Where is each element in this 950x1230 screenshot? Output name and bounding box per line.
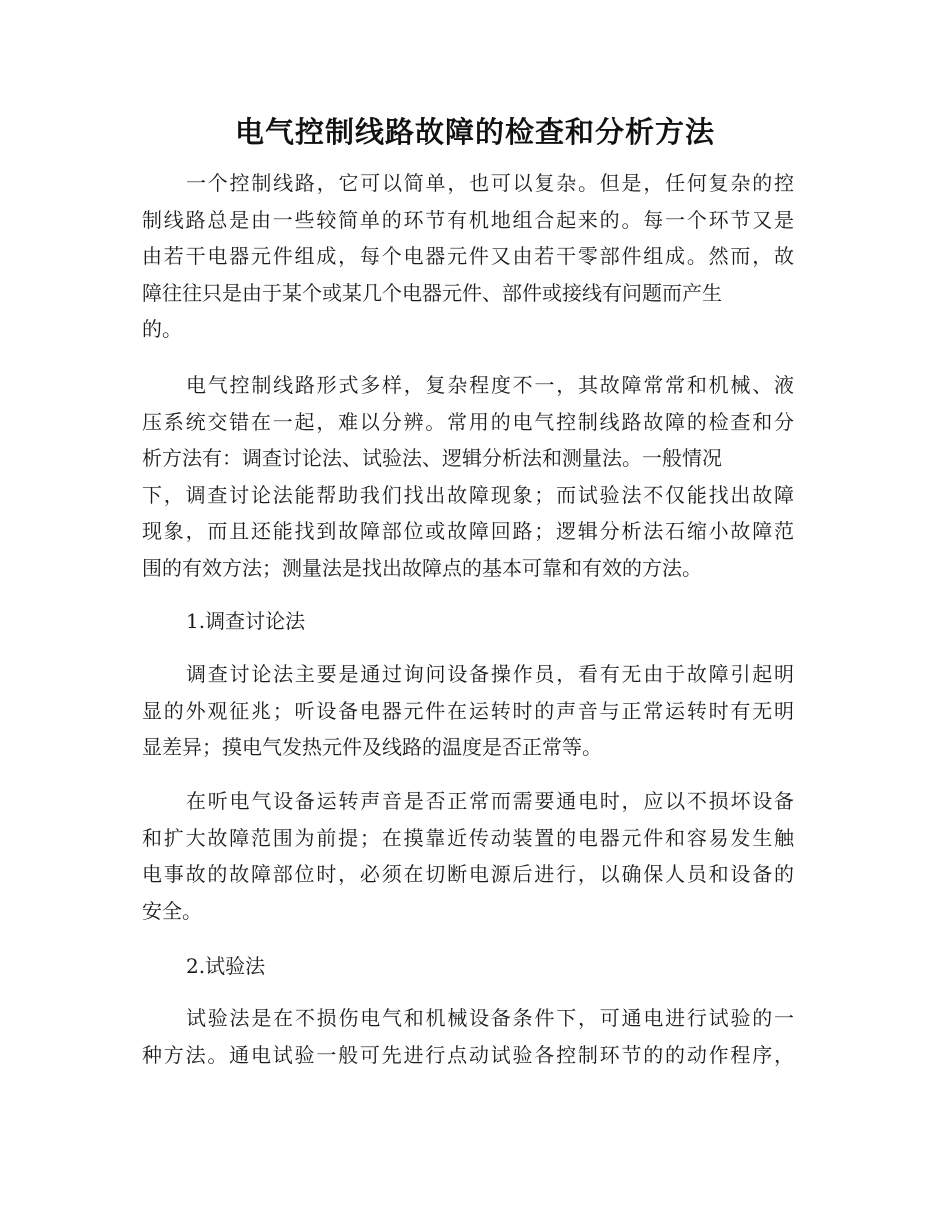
paragraph-2 bbox=[142, 367, 794, 586]
document-title: 电气控制线路故障的检查和分析方法 bbox=[234, 115, 715, 149]
paragraph-line: 现象，而且还能找到故障部位或故障回路；逻辑分析法石缩小故障范 bbox=[142, 519, 794, 543]
paragraph-line: 压系统交错在一起，难以分辨。常用的电气控制线路故障的检查和分 bbox=[142, 409, 794, 434]
paragraph-line: 安全。 bbox=[142, 898, 202, 923]
paragraph-line: 下，调查讨论法能帮助我们找出故障现象；而试验法不仅能找出故障 bbox=[142, 482, 794, 507]
paragraph-line: 显的外观征兆；听设备电器元件在运转时的声音与正常运转时有无明 bbox=[142, 698, 794, 723]
paragraph-line: 由若干电器元件组成，每个电器元件又由若干零部件组成。然而，故 bbox=[142, 244, 794, 268]
paragraph-line: 种方法。通电试验一般可先进行点动试验各控制环节的的动作程序， bbox=[142, 1042, 794, 1067]
paragraph-line: 调查讨论法主要是通过询问设备操作员，看有无由于故障引起明 bbox=[186, 662, 794, 686]
paragraph-5 bbox=[142, 1000, 794, 1073]
paragraph-line: 围的有效方法；测量法是找出故障点的基本可靠和有效的方法。 bbox=[142, 555, 702, 580]
paragraph-line: 在听电气设备运转声音是否正常而需要通电时，应以不损坏设备 bbox=[186, 789, 794, 813]
paragraph-3 bbox=[142, 656, 794, 766]
paragraph-line: 的。 bbox=[142, 317, 182, 341]
paragraph-line: 和扩大故障范围为前提；在摸靠近传动装置的电器元件和容易发生触 bbox=[142, 825, 794, 850]
section-heading-2: 2.试验法 bbox=[186, 954, 266, 978]
paragraph-line: 制线路总是由一些较简单的环节有机地组合起来的。每一个环节又是 bbox=[142, 207, 794, 232]
paragraph-4 bbox=[142, 783, 794, 929]
paragraph-line: 电气控制线路形式多样，复杂程度不一，其故障常常和机械、液 bbox=[186, 373, 794, 397]
paragraph-line: 障往往只是由于某个或某几个电器元件、部件或接线有问题而产生 bbox=[142, 280, 722, 305]
paragraph-line: 析方法有：调查讨论法、试验法、逻辑分析法和测量法。一般情况 bbox=[142, 446, 722, 470]
paragraph-line: 电事故的故障部位时，必须在切断电源后进行，以确保人员和设备的 bbox=[142, 862, 794, 886]
paragraph-1 bbox=[142, 165, 794, 348]
paragraph-line: 一个控制线路，它可以简单，也可以复杂。但是，任何复杂的控 bbox=[186, 171, 794, 195]
paragraph-line: 试验法是在不损伤电气和机械设备条件下，可通电进行试验的一 bbox=[186, 1006, 794, 1030]
section-heading-1: 1.调查讨论法 bbox=[186, 609, 306, 633]
paragraph-line: 显差异；摸电气发热元件及线路的温度是否正常等。 bbox=[142, 735, 602, 759]
